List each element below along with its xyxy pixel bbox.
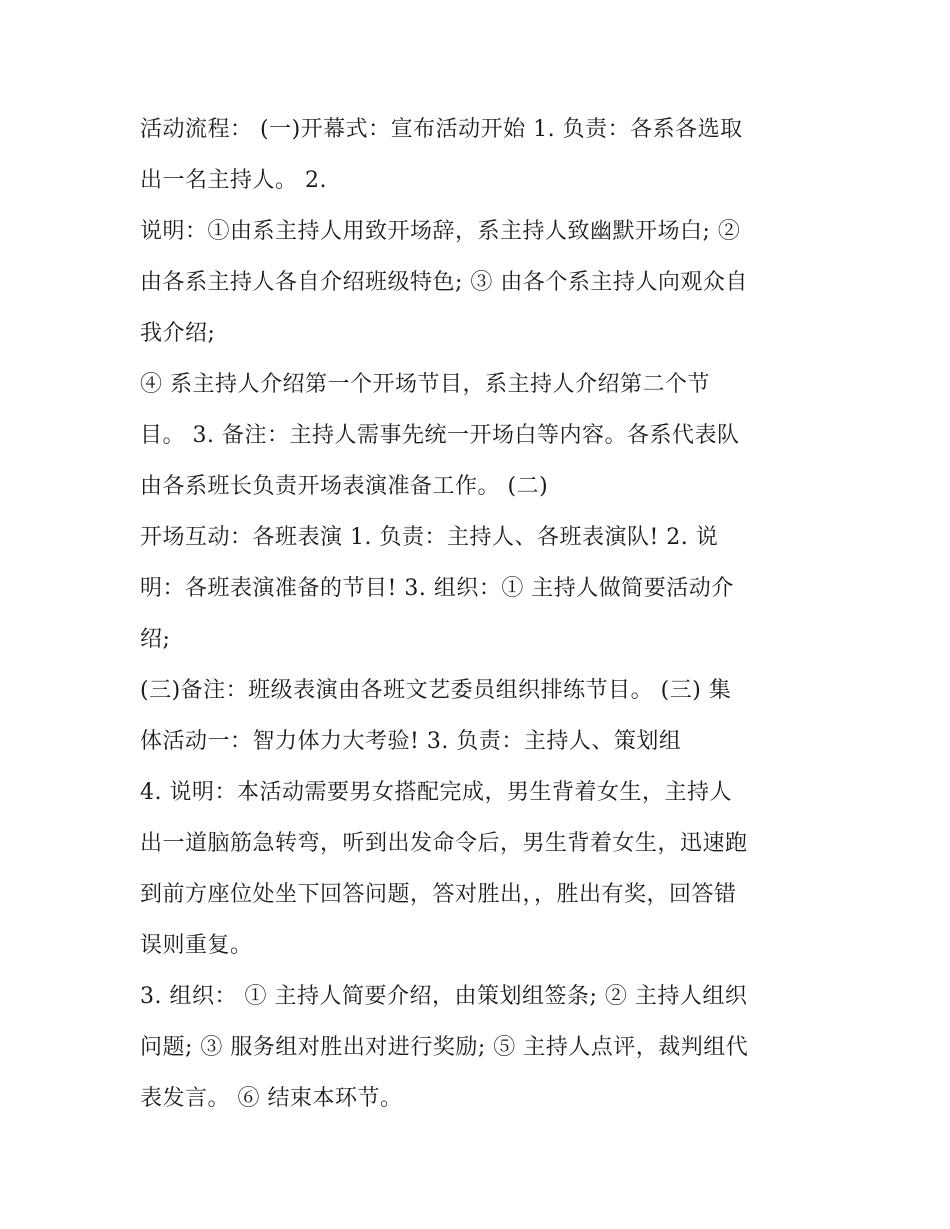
text-line: 4. 说明：本活动需要男女搭配完成，男生背着女生，主持人	[140, 780, 732, 805]
text-line: 由各系主持人各自介绍班级特色; ③ 由各个系主持人向观众自	[140, 270, 748, 295]
document-body	[140, 104, 840, 1124]
text-line: ④ 系主持人介绍第一个开场节目，系主持人介绍第二个节	[140, 372, 710, 397]
text-line: 活动流程： (一)开幕式：宣布活动开始 1. 负责：各系各选取	[140, 117, 743, 142]
text-line: 误则重复。	[140, 933, 253, 958]
text-line: 3. 组织： ① 主持人简要介绍，由策划组签条; ② 主持人组织	[140, 984, 748, 1009]
text-line: 我介绍;	[140, 321, 216, 346]
text-line: 体活动一：智力体力大考验! 3. 负责：主持人、策划组	[140, 729, 682, 754]
text-line: 绍;	[140, 627, 171, 652]
text-line: 明：各班表演准备的节目! 3. 组织：① 主持人做简要活动介	[140, 576, 734, 601]
text-line: 开场互动：各班表演 1. 负责：主持人、各班表演队! 2. 说	[140, 525, 719, 550]
text-line: (三)备注：班级表演由各班文艺委员组织排练节目。 (三) 集	[140, 678, 732, 703]
text-line: 出一名主持人。 2.	[140, 168, 327, 193]
text-line: 问题; ③ 服务组对胜出对进行奖励; ⑤ 主持人点评，裁判组代	[140, 1035, 749, 1060]
text-line: 出一道脑筋急转弯，听到出发命令后，男生背着女生，迅速跑	[140, 831, 748, 856]
text-line: 表发言。 ⑥ 结束本环节。	[140, 1086, 403, 1111]
text-line: 说明：①由系主持人用致开场辞，系主持人致幽默开场白; ②	[140, 219, 741, 244]
text-line: 由各系班长负责开场表演准备工作。 (二)	[140, 474, 549, 499]
text-line: 目。 3. 备注：主持人需事先统一开场白等内容。各系代表队	[140, 423, 740, 448]
text-line: 到前方座位处坐下回答问题，答对胜出，，胜出有奖，回答错	[140, 882, 737, 907]
